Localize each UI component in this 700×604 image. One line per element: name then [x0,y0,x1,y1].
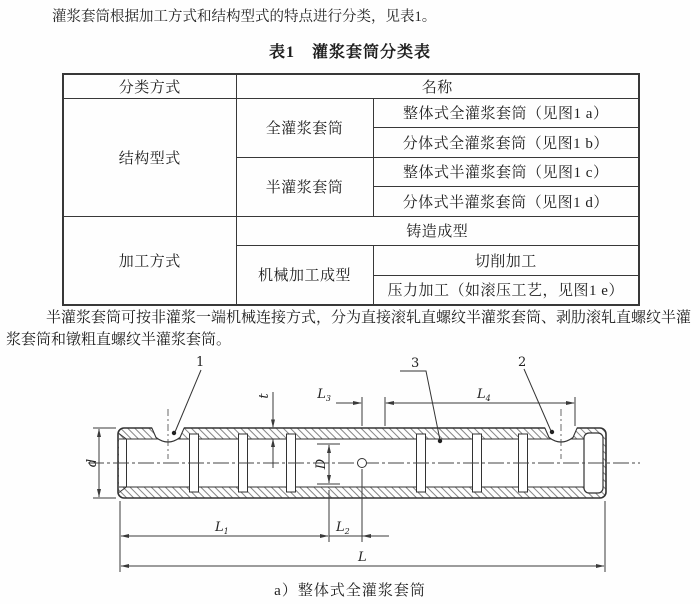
cell-cast-forming: 铸造成型 [236,216,639,245]
svg-text:d: d [85,458,100,468]
callout-2 [518,355,554,434]
cell-structure-type: 结构型式 [63,98,236,216]
dim-L2 [329,520,389,538]
table-title: 表1 灌浆套筒分类表 [268,44,431,61]
svg-text:L4: $L_4$ [477,387,491,403]
sleeve-technical-drawing [0,352,700,604]
svg-text:1: 1 [196,355,205,370]
cell-half-split: 分体式半灌浆套筒（见图1 d） [373,186,639,216]
cell-pressure: 压力加工（如滚压工艺，见图1 e） [373,275,639,305]
dim-L [121,550,605,568]
cell-classification-header: 分类方式 [63,74,236,98]
svg-text:L1: $L_1$ [215,520,229,536]
svg-text:t: t [257,393,272,399]
cell-full-split: 分体式全灌浆套筒（见图1 b） [373,127,639,157]
cell-process-type: 加工方式 [63,216,236,305]
svg-text:3: 3 [411,356,420,371]
figure-caption: a）整体式全灌浆套筒 [274,583,426,599]
svg-text:2: 2 [518,355,527,370]
dim-L1 [121,520,329,538]
note-paragraph: 半灌浆套筒可按非灌浆一端机械连接方式，分为直接滚轧直螺纹半灌浆套筒、剥肋滚轧直螺纹半灌浆套筒和镦粗直螺纹半灌浆套筒。 [6,310,692,348]
svg-text:L3: $L_3$ [317,387,331,403]
svg-text:L2: $L_2$ [336,520,350,536]
svg-text:D: D [314,458,329,470]
intro-paragraph: 灌浆套筒根据加工方式和结构型式的特点进行分类，见表1。 [52,9,437,25]
center-hole [358,459,367,468]
classification-table [62,73,640,306]
cell-full-grout-sleeve: 全灌浆套筒 [236,98,373,157]
cell-half-integral: 整体式半灌浆套筒（见图1 c） [373,157,639,186]
dim-L3 [316,387,385,426]
cell-full-integral: 整体式全灌浆套筒（见图1 a） [373,98,639,127]
cell-cutting: 切削加工 [373,245,639,275]
cell-name-header: 名称 [236,74,639,98]
cell-machining: 机械加工成型 [236,245,373,305]
callout-1 [172,355,204,435]
svg-text:L: L [358,550,367,565]
cell-half-grout-sleeve: 半灌浆套筒 [236,157,373,216]
